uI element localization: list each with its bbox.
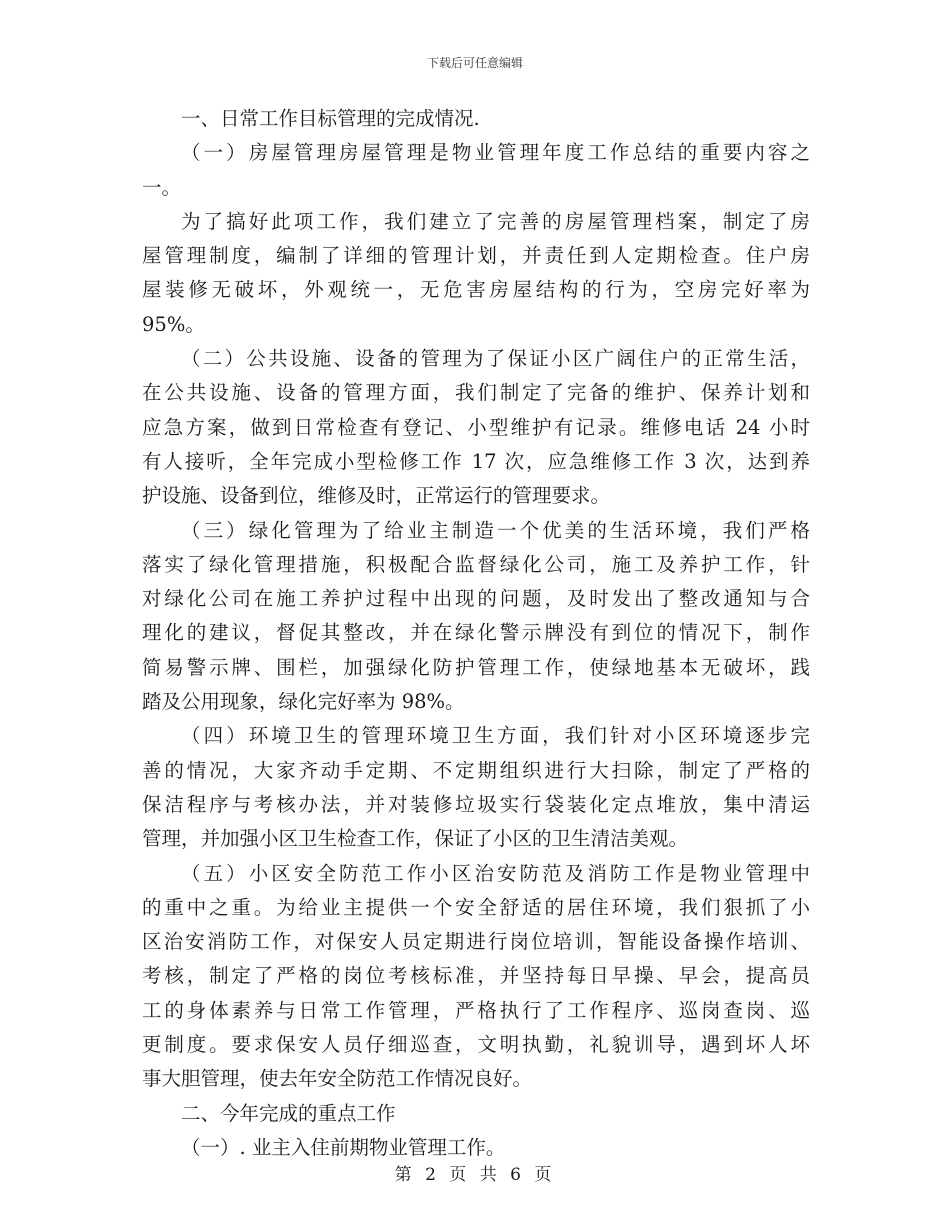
text-line: （二）公共设施、设备的管理为了保证小区广阔住户的正常生活， (181, 347, 810, 371)
text-line: 更制度。要求保安人员仔细巡查，文明执勤，礼貌训导，遇到坏人坏 (142, 1033, 810, 1057)
text-line: （五）小区安全防范工作小区治安防范及消防工作是物业管理中 (181, 861, 810, 885)
text-line: 护设施、设备到位，维修及时，正常运行的管理要求。 (142, 484, 611, 508)
text-line: 二、今年完成的重点工作 (181, 1101, 396, 1125)
text-line: 保洁程序与考核办法，并对装修垃圾实行袋装化定点堆放，集中清运 (142, 792, 810, 816)
text-line: 踏及公用现象，绿化完好率为 98%。 (142, 690, 465, 714)
text-line: 一。 (142, 175, 182, 199)
text-line: 对绿化公司在施工养护过程中出现的问题，及时发出了整改通知与合 (142, 587, 810, 611)
text-line: （四）环境卫生的管理环境卫生方面，我们针对小区环境逐步完 (181, 724, 810, 748)
text-line: 考核，制定了严格的岗位考核标准，并坚持每日早操、早会，提高员 (142, 964, 810, 988)
page-header: 下载后可任意编辑 (426, 56, 523, 70)
text-line: 理化的建议，督促其整改，并在绿化警示牌没有到位的情况下，制作 (142, 621, 810, 645)
text-line: 一、日常工作目标管理的完成情况. (181, 107, 480, 130)
text-line: 应急方案，做到日常检查有登记、小型维护有记录。维修电话 24 小时 (142, 415, 810, 439)
text-line: （三）绿化管理为了给业主制造一个优美的生活环境，我们严格 (181, 518, 810, 542)
document-body (142, 102, 810, 1165)
text-line: 事大胆管理，使去年安全防范工作情况良好。 (142, 1067, 533, 1091)
text-line: 为了搞好此项工作，我们建立了完善的房屋管理档案，制定了房 (181, 209, 810, 233)
text-line: 管理，并加强小区卫生检查工作，保证了小区的卫生清洁美观。 (142, 827, 689, 851)
text-line: 工的身体素养与日常工作管理，严格执行了工作程序、巡岗查岗、巡 (142, 998, 810, 1022)
text-line: 屋装修无破坏，外观统一，无危害房屋结构的行为，空房完好率为 (142, 278, 810, 302)
text-line: 简易警示牌、围栏，加强绿化防护管理工作，使绿地基本无破坏，践 (142, 655, 810, 679)
text-line: （一）房屋管理房屋管理是物业管理年度工作总结的重要内容之 (181, 141, 810, 165)
text-line: 95%。 (142, 312, 205, 336)
text-line: 的重中之重。为给业主提供一个安全舒适的居住环境，我们狠抓了小 (142, 895, 810, 919)
page-footer: 第 2 页 共 6 页 (394, 1165, 556, 1185)
text-line: 在公共设施、设备的管理方面，我们制定了完备的维护、保养计划和 (142, 381, 810, 405)
text-line: 屋管理制度，编制了详细的管理计划，并责任到人定期检查。住户房 (142, 244, 810, 268)
text-line: 有人接听，全年完成小型检修工作 17 次，应急维修工作 3 次，达到养 (142, 449, 810, 473)
text-line: 区治安消防工作，对保安人员定期进行岗位培训，智能设备操作培训、 (142, 930, 810, 954)
text-line: （一）. 业主入住前期物业管理工作。 (181, 1135, 506, 1159)
text-line: 善的情况，大家齐动手定期、不定期组织进行大扫除，制定了严格的 (142, 758, 810, 782)
text-line: 落实了绿化管理措施，积极配合监督绿化公司，施工及养护工作，针 (142, 552, 810, 576)
